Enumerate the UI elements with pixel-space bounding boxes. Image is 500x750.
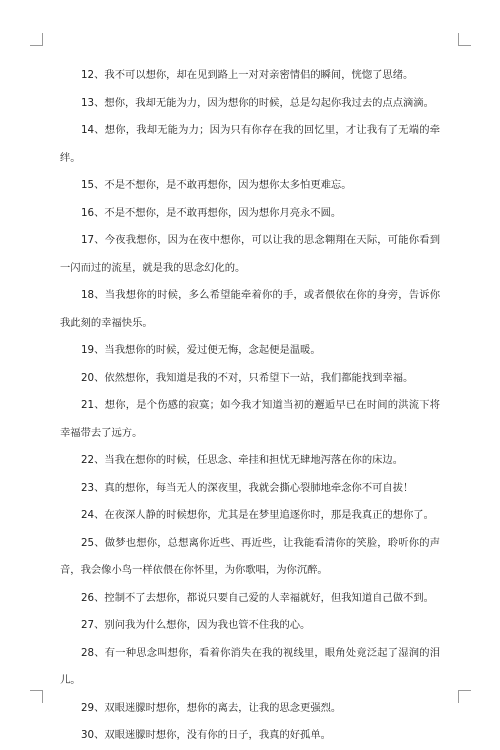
paragraph-number: 28、 xyxy=(81,646,105,659)
paragraph-text: 双眼迷朦时想你，没有你的日子，我真的好孤单。 xyxy=(104,729,331,741)
paragraph-24 xyxy=(60,502,440,530)
paragraph-text: 当我想你的时候，多么希望能牵着你的手，或者偎依在你的身旁，告诉你我此刻的幸福快乐。 xyxy=(60,289,441,329)
paragraph-text: 不是不想你，是不敢再想你，因为想你太多怕更难忘。 xyxy=(104,179,352,191)
crop-mark-top-right xyxy=(458,33,471,46)
paragraph-number: 23、 xyxy=(81,481,105,494)
paragraph-number: 25、 xyxy=(81,536,105,549)
paragraph-14 xyxy=(60,117,440,172)
paragraph-number: 17、 xyxy=(81,234,105,246)
paragraph-number: 22、 xyxy=(81,454,105,466)
paragraph-number: 15、 xyxy=(81,179,105,191)
paragraph-text: 在夜深人静的时候想你，尤其是在梦里追逐你时，那是我真正的想你了。 xyxy=(104,509,434,521)
paragraph-number: 16、 xyxy=(81,206,105,219)
paragraph-text: 真的想你，每当无人的深夜里，我就会撕心裂肺地牵念你不可自拔！ xyxy=(104,481,414,494)
paragraph-number: 26、 xyxy=(81,591,105,604)
paragraph-number: 21、 xyxy=(81,399,105,411)
paragraph-number: 12、 xyxy=(81,69,105,81)
paragraph-text: 当我在想你的时候，任思念、牵挂和担忧无肆地泻落在你的床边。 xyxy=(104,454,404,466)
paragraph-text: 依然想你，我知道是我的不对，只希望下一站，我们都能找到幸福。 xyxy=(104,371,414,384)
paragraph-number: 18、 xyxy=(81,289,105,301)
paragraph-number: 27、 xyxy=(81,619,105,631)
paragraph-22 xyxy=(60,447,440,475)
crop-mark-top-left xyxy=(30,33,43,46)
paragraph-23 xyxy=(60,475,440,503)
document-body xyxy=(60,62,440,750)
paragraph-20 xyxy=(60,365,440,393)
paragraph-text: 别问我为什么想你，因为我也管不住我的心。 xyxy=(104,619,311,631)
paragraph-18 xyxy=(60,282,440,337)
paragraph-text: 当我想你的时候，爱过便无悔，念起便是温暖。 xyxy=(104,344,321,356)
paragraph-30 xyxy=(60,722,440,750)
paragraph-text: 想你，是个伤感的寂寞；如今我才知道当初的邂逅早已在时间的洪流下将幸福带去了远方。 xyxy=(60,399,441,439)
paragraph-16 xyxy=(60,200,440,228)
paragraph-text: 想你，我却无能为力，因为想你的时候，总是勾起你我过去的点点滴滴。 xyxy=(104,96,434,109)
paragraph-12 xyxy=(60,62,440,90)
paragraph-25 xyxy=(60,530,440,585)
paragraph-13 xyxy=(60,90,440,118)
paragraph-number: 13、 xyxy=(81,96,105,109)
paragraph-28 xyxy=(60,640,440,695)
paragraph-text: 我不可以想你，却在见到路上一对对亲密情侣的瞬间，恍惚了思绪。 xyxy=(104,69,414,81)
paragraph-text: 双眼迷朦时想你，想你的离去，让我的思念更强烈。 xyxy=(104,701,342,714)
paragraph-text: 今夜我想你，因为在夜中想你，可以让我的思念翱翔在天际，可能你看到一闪而过的流星，就是我的思念幻化的。 xyxy=(60,234,441,274)
paragraph-21 xyxy=(60,392,440,447)
paragraph-15 xyxy=(60,172,440,200)
paragraph-17 xyxy=(60,227,440,282)
paragraph-29 xyxy=(60,695,440,723)
paragraph-26 xyxy=(60,585,440,613)
crop-mark-bottom-left xyxy=(30,690,43,703)
paragraph-19 xyxy=(60,337,440,365)
paragraph-number: 29、 xyxy=(81,701,105,714)
paragraph-number: 30、 xyxy=(81,729,105,741)
crop-mark-bottom-right xyxy=(458,690,471,703)
paragraph-text: 想你，我却无能为力；因为只有你存在我的回忆里，才让我有了无端的牵绊。 xyxy=(60,124,441,164)
paragraph-text: 有一种思念叫想你，看着你消失在我的视线里，眼角处竟泛起了湿润的泪儿。 xyxy=(60,646,441,686)
paragraph-number: 20、 xyxy=(81,371,105,384)
paragraph-number: 14、 xyxy=(81,124,105,136)
paragraph-text: 做梦也想你，总想离你近些、再近些，让我能看清你的笑脸，聆听你的声音，我会像小鸟一样依偎在你怀里，为你歌唱，为你沉醉。 xyxy=(60,536,441,576)
paragraph-text: 不是不想你，是不敢再想你，因为想你月亮永不圆。 xyxy=(104,206,342,219)
paragraph-27 xyxy=(60,612,440,640)
paragraph-number: 19、 xyxy=(81,344,105,356)
paragraph-text: 控制不了去想你，都说只要自己爱的人幸福就好，但我知道自己做不到。 xyxy=(104,591,434,604)
paragraph-number: 24、 xyxy=(81,509,105,521)
